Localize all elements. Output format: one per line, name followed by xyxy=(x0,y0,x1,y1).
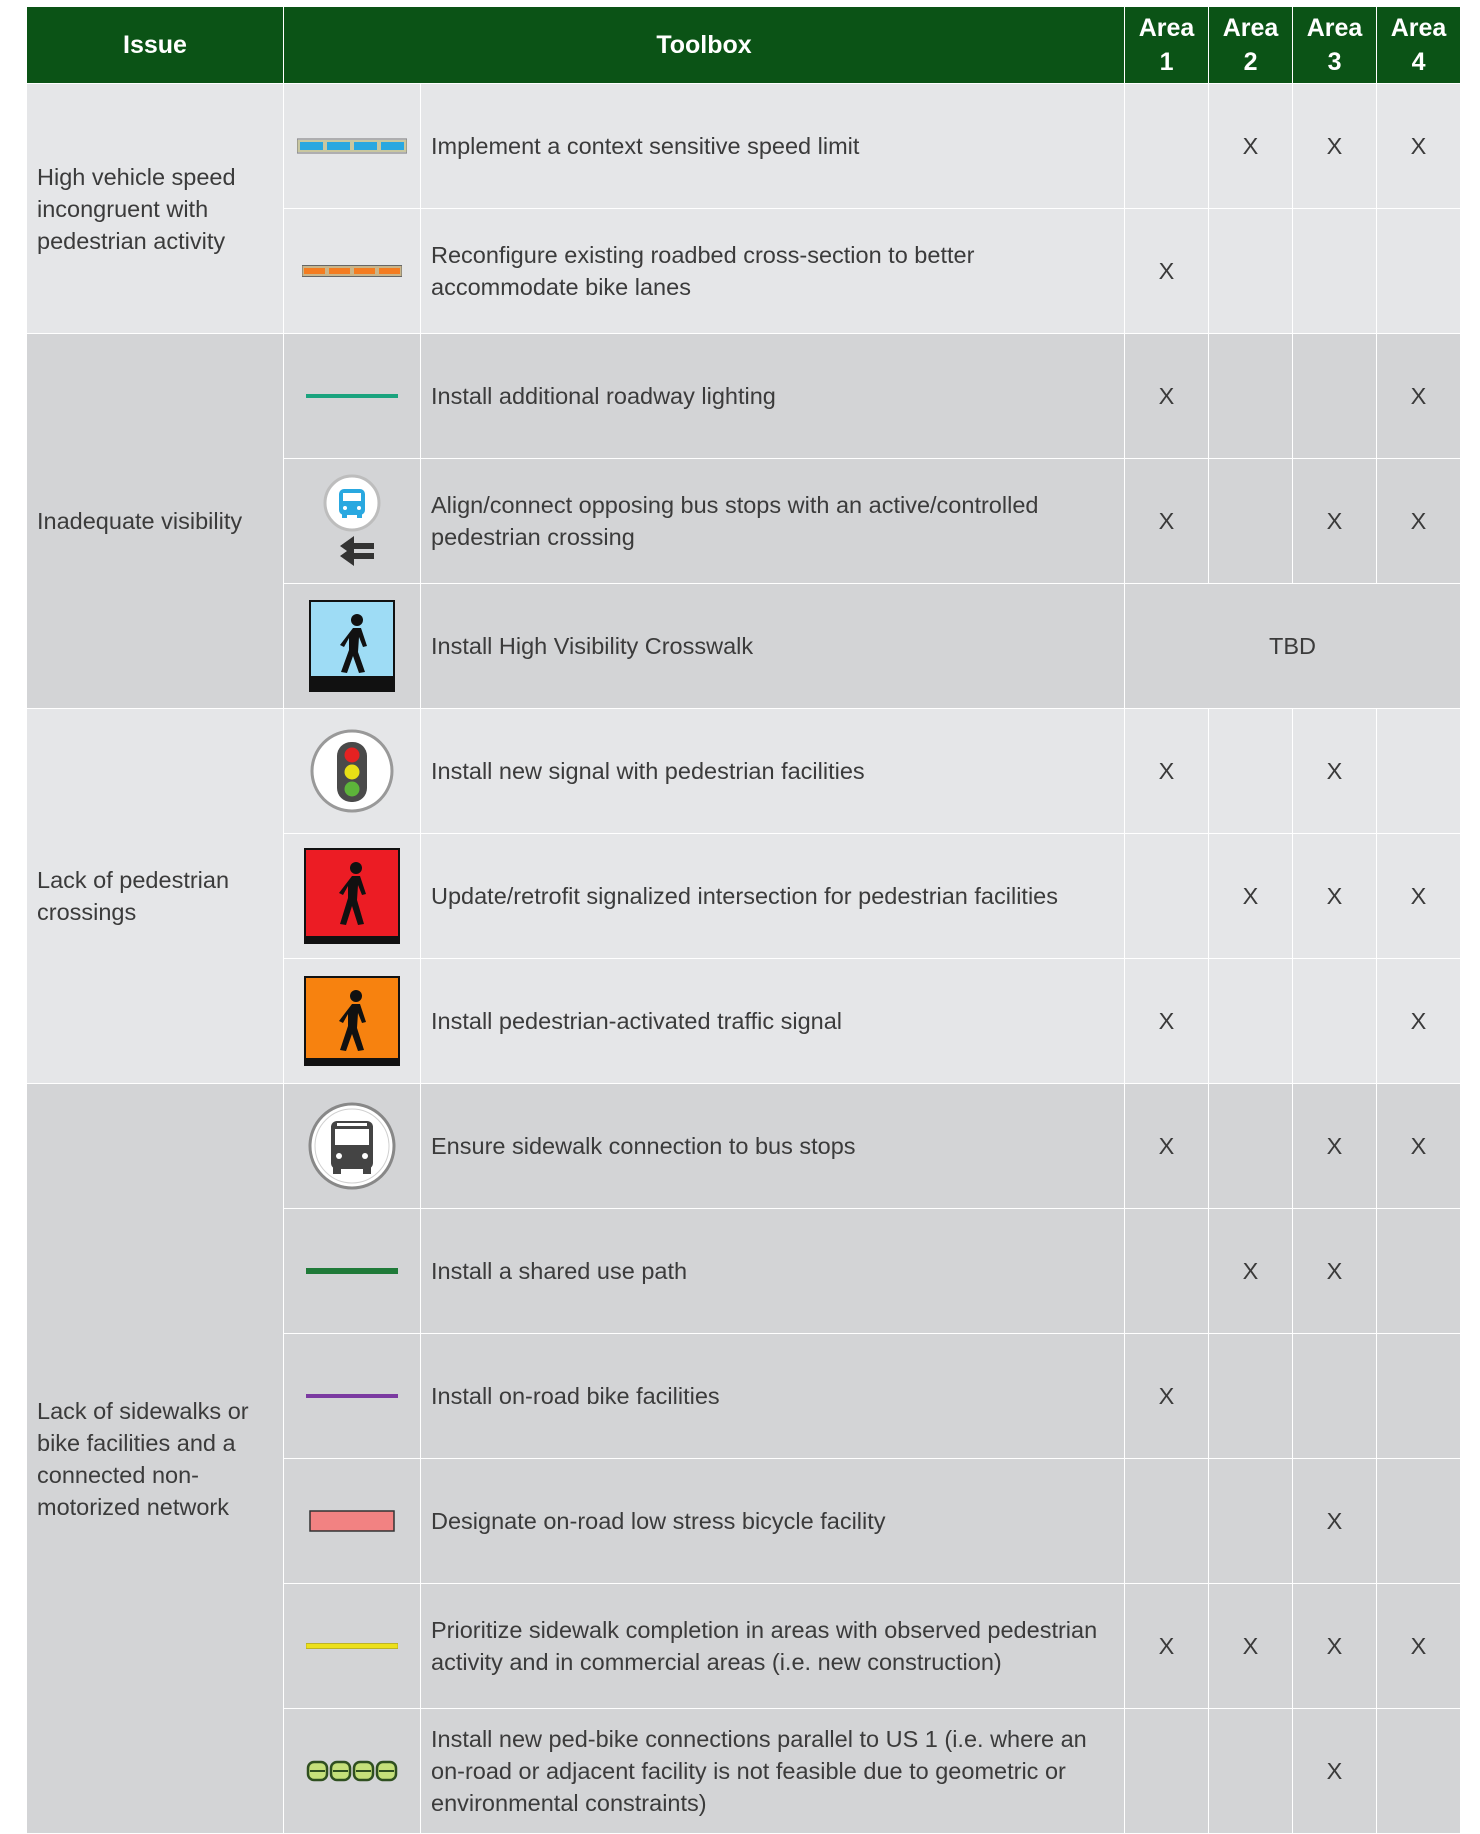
area-1-mark: X xyxy=(1125,1084,1209,1209)
header-area-2: Area 2 xyxy=(1209,7,1293,84)
toolbox-icon-cell xyxy=(284,84,421,209)
area-4-mark xyxy=(1377,209,1461,334)
header-area-3: Area 3 xyxy=(1293,7,1377,84)
area-3-mark: X xyxy=(1293,1709,1377,1834)
area-tbd-cell: TBD xyxy=(1125,584,1461,709)
issue-cell: Inadequate visibility xyxy=(27,334,284,709)
yellow-line-icon xyxy=(284,1641,420,1651)
bus-icon xyxy=(284,1101,420,1191)
header-toolbox: Toolbox xyxy=(284,7,1125,84)
area-4-mark: X xyxy=(1377,1584,1461,1709)
issue-cell: Lack of sidewalks or bike facilities and a connected non-motorized network xyxy=(27,1084,284,1834)
area-4-mark: X xyxy=(1377,334,1461,459)
toolbox-description: Install a shared use path xyxy=(421,1209,1125,1334)
traffic-signal-icon xyxy=(284,728,420,814)
area-3-mark: X xyxy=(1293,834,1377,959)
area-4-mark: X xyxy=(1377,84,1461,209)
toolbox-description: Install on-road bike facilities xyxy=(421,1334,1125,1459)
orange-dashed-segment-icon xyxy=(284,264,420,278)
green-line-icon xyxy=(284,1266,420,1276)
toolbox-icon-cell xyxy=(284,1084,421,1209)
area-2-mark xyxy=(1209,334,1293,459)
area-3-mark: X xyxy=(1293,1084,1377,1209)
area-1-mark xyxy=(1125,1209,1209,1334)
header-row xyxy=(27,7,1461,84)
area-2-mark xyxy=(1209,1084,1293,1209)
area-3-mark: X xyxy=(1293,1459,1377,1584)
area-4-mark xyxy=(1377,1334,1461,1459)
toolbox-icon-cell xyxy=(284,1334,421,1459)
toolbox-description: Implement a context sensitive speed limit xyxy=(421,84,1125,209)
area-3-mark xyxy=(1293,209,1377,334)
toolbox-icon-cell xyxy=(284,959,421,1084)
teal-line-icon xyxy=(284,392,420,400)
area-2-mark xyxy=(1209,1459,1293,1584)
area-1-mark: X xyxy=(1125,959,1209,1084)
area-2-mark xyxy=(1209,1709,1293,1834)
area-1-mark: X xyxy=(1125,334,1209,459)
table-row xyxy=(27,709,1461,834)
area-2-mark: X xyxy=(1209,1584,1293,1709)
toolbox-description: Install new signal with pedestrian facilities xyxy=(421,709,1125,834)
area-4-mark xyxy=(1377,709,1461,834)
area-1-mark xyxy=(1125,1709,1209,1834)
issue-cell: High vehicle speed incongruent with pedestrian activity xyxy=(27,84,284,334)
area-4-mark: X xyxy=(1377,459,1461,584)
area-2-mark xyxy=(1209,709,1293,834)
area-1-mark: X xyxy=(1125,459,1209,584)
toolbox-matrix-table xyxy=(26,6,1461,1834)
area-3-mark xyxy=(1293,1334,1377,1459)
area-1-mark: X xyxy=(1125,709,1209,834)
area-3-mark: X xyxy=(1293,459,1377,584)
crosswalk-pedestrian-icon xyxy=(284,600,420,692)
toolbox-icon-cell xyxy=(284,709,421,834)
toolbox-icon-cell xyxy=(284,1709,421,1834)
area-1-mark xyxy=(1125,834,1209,959)
toolbox-description: Install new ped-bike connections parallel to US 1 (i.e. where an on-road or adjacent facility is not feasible due to geometric or environmental constraints) xyxy=(421,1709,1125,1834)
toolbox-icon-cell xyxy=(284,209,421,334)
header-area-1: Area 1 xyxy=(1125,7,1209,84)
toolbox-icon-cell xyxy=(284,834,421,959)
area-4-mark: X xyxy=(1377,1084,1461,1209)
toolbox-description: Install pedestrian-activated traffic signal xyxy=(421,959,1125,1084)
area-1-mark: X xyxy=(1125,1334,1209,1459)
toolbox-icon-cell xyxy=(284,334,421,459)
area-1-mark: X xyxy=(1125,209,1209,334)
area-2-mark: X xyxy=(1209,84,1293,209)
area-1-mark: X xyxy=(1125,1584,1209,1709)
issue-cell: Lack of pedestrian crossings xyxy=(27,709,284,1084)
area-3-mark: X xyxy=(1293,1209,1377,1334)
area-3-mark xyxy=(1293,334,1377,459)
toolbox-icon-cell xyxy=(284,1459,421,1584)
bus-stop-arrow-icon xyxy=(284,473,420,569)
area-4-mark xyxy=(1377,1709,1461,1834)
area-2-mark: X xyxy=(1209,834,1293,959)
toolbox-description: Update/retrofit signalized intersection for pedestrian facilities xyxy=(421,834,1125,959)
area-2-mark xyxy=(1209,459,1293,584)
table-row xyxy=(27,1084,1461,1209)
toolbox-icon-cell xyxy=(284,584,421,709)
header-area-4: Area 4 xyxy=(1377,7,1461,84)
toolbox-description: Prioritize sidewalk completion in areas with observed pedestrian activity and in commercial areas (i.e. new construction) xyxy=(421,1584,1125,1709)
toolbox-icon-cell xyxy=(284,459,421,584)
area-2-mark: X xyxy=(1209,1209,1293,1334)
toolbox-description: Designate on-road low stress bicycle facility xyxy=(421,1459,1125,1584)
area-1-mark xyxy=(1125,1459,1209,1584)
area-2-mark xyxy=(1209,959,1293,1084)
toolbox-icon-cell xyxy=(284,1209,421,1334)
table-row xyxy=(27,334,1461,459)
toolbox-description: Install High Visibility Crosswalk xyxy=(421,584,1125,709)
toolbox-icon-cell xyxy=(284,1584,421,1709)
area-3-mark: X xyxy=(1293,84,1377,209)
toolbox-description: Reconfigure existing roadbed cross-section to better accommodate bike lanes xyxy=(421,209,1125,334)
area-4-mark: X xyxy=(1377,959,1461,1084)
pink-bar-icon xyxy=(284,1509,420,1533)
header-issue: Issue xyxy=(27,7,284,84)
area-3-mark xyxy=(1293,959,1377,1084)
area-4-mark: X xyxy=(1377,834,1461,959)
area-4-mark xyxy=(1377,1209,1461,1334)
green-chain-icon xyxy=(284,1759,420,1783)
area-2-mark xyxy=(1209,1334,1293,1459)
toolbox-description: Align/connect opposing bus stops with an active/controlled pedestrian crossing xyxy=(421,459,1125,584)
toolbox-description: Install additional roadway lighting xyxy=(421,334,1125,459)
area-3-mark: X xyxy=(1293,709,1377,834)
orange-pedestrian-icon xyxy=(284,976,420,1066)
toolbox-description: Ensure sidewalk connection to bus stops xyxy=(421,1084,1125,1209)
area-2-mark xyxy=(1209,209,1293,334)
purple-line-icon xyxy=(284,1391,420,1401)
area-3-mark: X xyxy=(1293,1584,1377,1709)
red-pedestrian-icon xyxy=(284,848,420,944)
table-row xyxy=(27,84,1461,209)
blue-dashed-segment-icon xyxy=(284,138,420,154)
area-4-mark xyxy=(1377,1459,1461,1584)
area-1-mark xyxy=(1125,84,1209,209)
